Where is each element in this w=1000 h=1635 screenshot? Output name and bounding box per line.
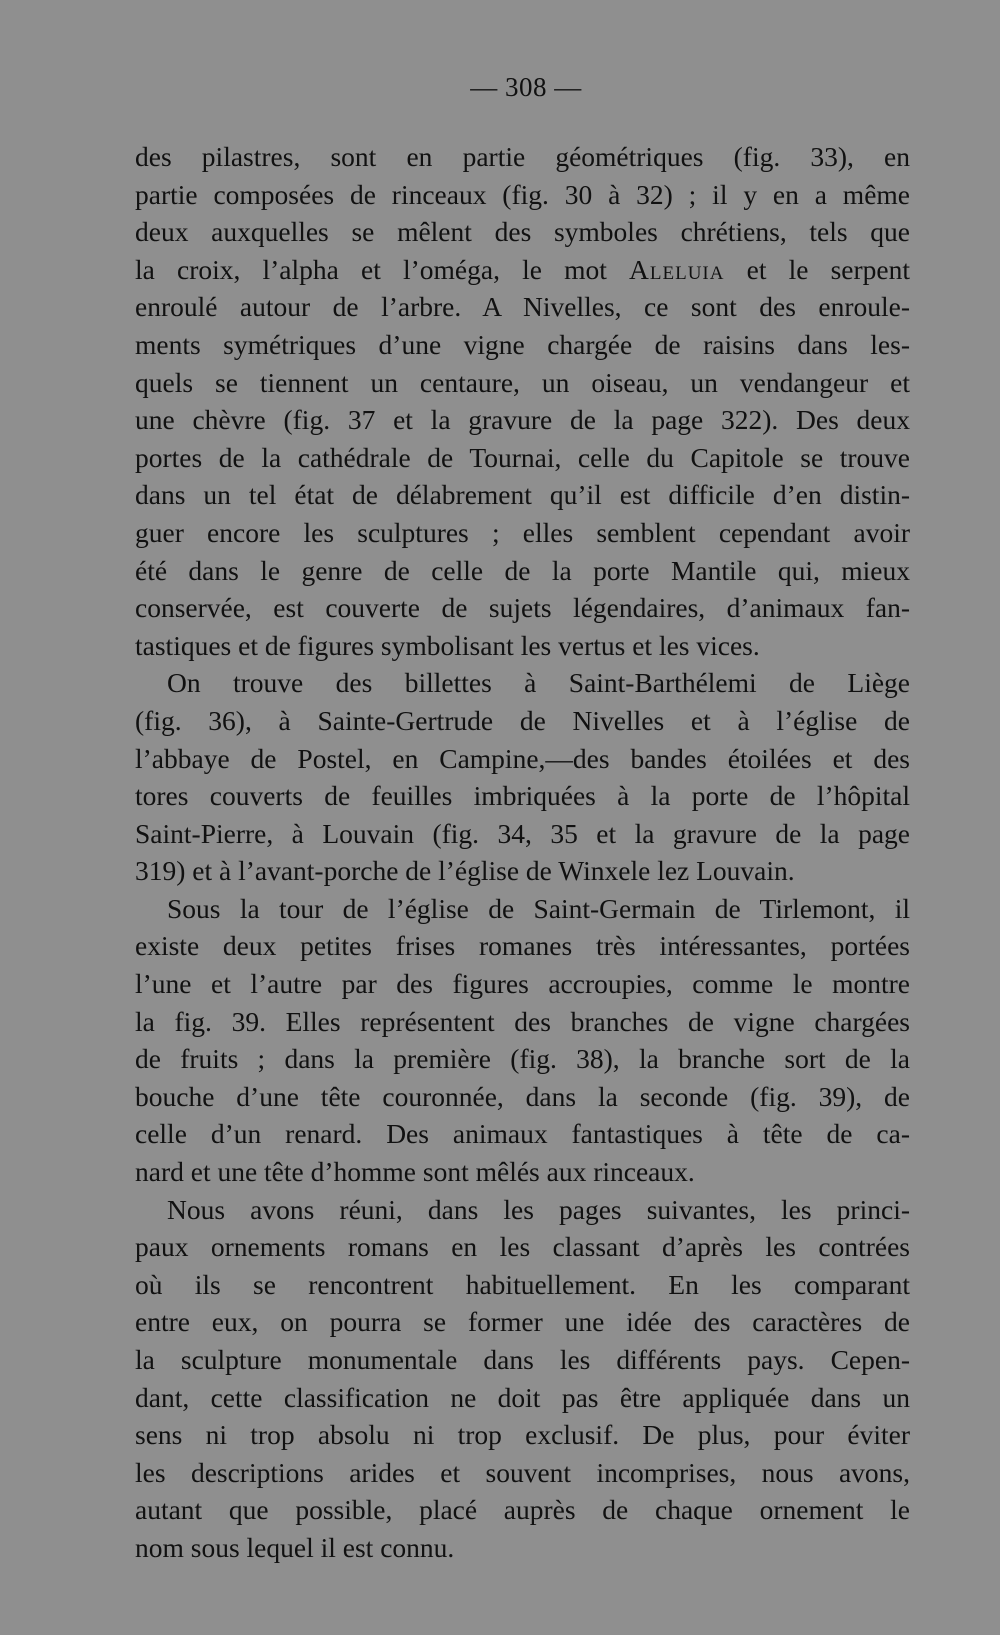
body-text [135,138,910,1567]
text-line: existe deux petites frises romanes très intéressantes, portées [135,930,910,962]
text-line: nard et une tête d’homme sont mêlés aux rinceaux. [135,1156,695,1188]
text-line: l’une et l’autre par des figures accroupies, comme le montre [135,968,910,1000]
text-line: paux ornements romans en les classant d’après les contrées [135,1231,910,1263]
text-line: tores couverts de feuilles imbriquées à la porte de l’hôpital [135,780,910,812]
text-fragment: la croix, l’alpha et l’oméga, le mot [135,253,607,285]
text-line: bouche d’une tête couronnée, dans la seconde (fig. 39), de [135,1080,910,1112]
text-line: nom sous lequel il est connu. [135,1531,455,1563]
page-number: — 308 — [470,72,582,102]
text-line: quels se tiennent un centaure, un oiseau, un vendangeur et [135,366,910,398]
text-line: tastiques et de figures symbolisant les vertus et les vices. [135,629,760,661]
text-line: Saint-Pierre, à Louvain (fig. 34, 35 et la gravure de la page [135,817,910,849]
text-line: de fruits ; dans la première (fig. 38), la branche sort de la [135,1043,910,1075]
text-line: la sculpture monumentale dans les différents pays. Cepen- [135,1344,910,1375]
text-line: des pilastres, sont en partie géométriques (fig. 33), en [135,141,910,172]
text-line: conservée, est couverte de sujets légendaires, d’animaux fan- [135,592,910,624]
text-line-with-smallcaps [135,251,910,289]
text-line: une chèvre (fig. 37 et la gravure de la page 322). Des deux [135,404,910,436]
text-line: partie composées de rinceaux (fig. 30 à 32) ; il y en a même [135,178,910,210]
text-line: 319) et à l’avant-porche de l’église de Winxele lez Louvain. [135,855,795,887]
text-line: autant que possible, placé auprès de chaque ornement le [135,1494,910,1526]
text-line: dans un tel état de délabrement qu’il est difficile d’en distin- [135,479,910,511]
text-line: été dans le genre de celle de la porte Mantile qui, mieux [135,554,910,586]
text-line: l’abbaye de Postel, en Campine,—des bandes étoilées et des [135,742,910,774]
paragraph-start-line: Sous la tour de l’église de Saint-Germain de Tirlemont, il [167,892,910,924]
text-line: (fig. 36), à Sainte-Gertrude de Nivelles et à l’église de [135,704,910,736]
text-line: deux auxquelles se mêlent des symboles chrétiens, tels que [135,216,910,248]
paragraph-start-line: Nous avons réuni, dans les pages suivantes, les princi- [167,1193,910,1225]
text-line: celle d’un renard. Des animaux fantastiques à tête de ca- [135,1118,910,1150]
smallcaps-word: Aleluia [629,253,725,285]
text-line: enroulé autour de l’arbre. A Nivelles, ce sont des enroule- [135,291,910,323]
text-line: où ils se rencontrent habituellement. En les comparant [135,1268,910,1300]
text-line: dant, cette classification ne doit pas être appliquée dans un [135,1381,910,1413]
text-line: la fig. 39. Elles représentent des branches de vigne chargées [135,1005,910,1037]
text-fragment: et le serpent [746,253,910,285]
text-line: guer encore les sculptures ; elles semblent cependant avoir [135,516,910,548]
text-line: portes de la cathédrale de Tournai, celle du Capitole se trouve [135,441,910,473]
text-line: sens ni trop absolu ni trop exclusif. De plus, pour éviter [135,1419,910,1451]
text-line: les descriptions arides et souvent incomprises, nous avons, [135,1456,910,1488]
text-line: ments symétriques d’une vigne chargée de raisins dans les- [135,328,910,360]
paragraph-start-line: On trouve des billettes à Saint-Barthélemi de Liège [167,667,910,699]
text-line: entre eux, on pourra se former une idée des caractères de [135,1306,910,1338]
